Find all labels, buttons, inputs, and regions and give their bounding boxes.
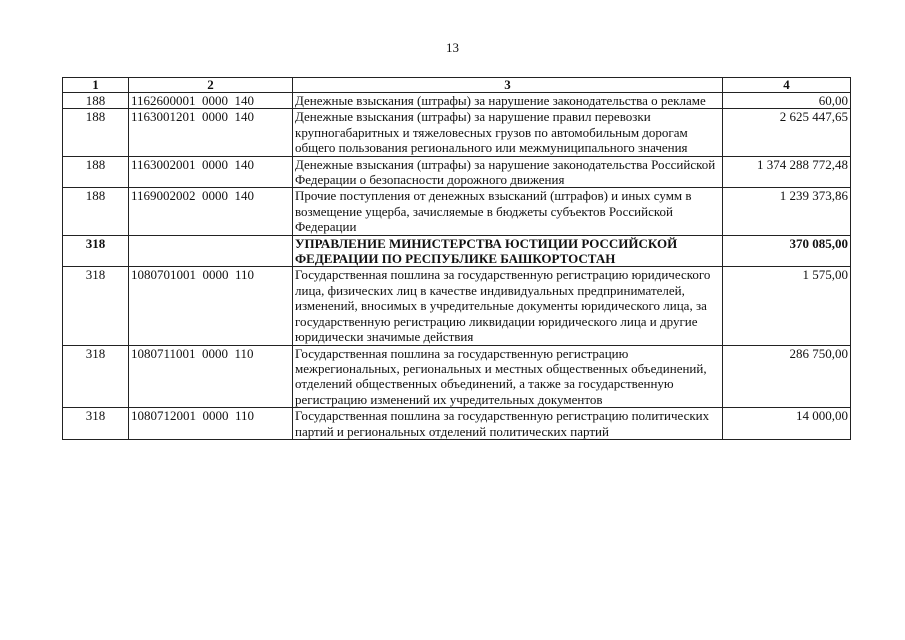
column-header: 2 [129,78,293,93]
table-row [63,109,851,156]
budget-code-cell: 1080712001 0000 110 [129,408,293,440]
table-row [63,156,851,188]
column-header: 1 [63,78,129,93]
revenue-name-cell: Прочие поступления от денежных взысканий (штрафов) и иных сумм в возмещение ущерба, зачисляемые в бюджеты субъектов Российской Федерации [293,188,723,235]
table-row [63,267,851,345]
section-title-cell: УПРАВЛЕНИЕ МИНИСТЕРСТВА ЮСТИЦИИ РОССИЙСКОЙ ФЕДЕРАЦИИ ПО РЕСПУБЛИКЕ БАШКОРТОСТАН [293,235,723,267]
table-row [63,93,851,109]
amount-cell: 1 374 288 772,48 [723,156,851,188]
budget-code-cell: 1080701001 0000 110 [129,267,293,345]
admin-code-cell: 188 [63,188,129,235]
admin-code-cell: 188 [63,93,129,109]
budget-code-cell: 1163002001 0000 140 [129,156,293,188]
table-row [63,188,851,235]
admin-code-cell: 318 [63,408,129,440]
table-header-row [63,78,851,93]
revenue-name-cell: Денежные взыскания (штрафы) за нарушение правил перевозки крупногабаритных и тяжеловесных грузов по автомобильным дорогам общего пользования регионального или межмуниципального значения [293,109,723,156]
revenue-name-cell: Государственная пошлина за государственную регистрацию юридического лица, физических лиц в качестве индивидуальных предпринимателей, изменений, вносимых в учредительные документы юридического лица, за государственную регистрацию ликвидации юридического лица и другие юридически значимые действия [293,267,723,345]
revenue-name-cell: Государственная пошлина за государственную регистрацию политических партий и региональных отделений политических партий [293,408,723,440]
admin-code-cell: 188 [63,156,129,188]
section-header-row [63,235,851,267]
amount-cell: 286 750,00 [723,345,851,408]
amount-cell: 60,00 [723,93,851,109]
budget-code-cell: 1080711001 0000 110 [129,345,293,408]
amount-cell: 14 000,00 [723,408,851,440]
revenue-name-cell: Государственная пошлина за государственную регистрацию межрегиональных, региональных и местных общественных объединений, отделений общественных объединений, а также за государственную регистрацию изменений их учредительных документов [293,345,723,408]
budget-code-cell: 1169002002 0000 140 [129,188,293,235]
admin-code-cell: 318 [63,267,129,345]
table-row [63,345,851,408]
admin-code-cell: 318 [63,345,129,408]
page-number: 13 [446,40,459,55]
amount-cell: 2 625 447,65 [723,109,851,156]
revenue-table [62,77,851,440]
revenue-name-cell: Денежные взыскания (штрафы) за нарушение законодательства Российской Федерации о безопасности дорожного движения [293,156,723,188]
amount-cell: 1 239 373,86 [723,188,851,235]
budget-code-cell [129,235,293,267]
column-header: 4 [723,78,851,93]
admin-code-cell: 188 [63,109,129,156]
revenue-name-cell: Денежные взыскания (штрафы) за нарушение законодательства о рекламе [293,93,723,109]
budget-code-cell: 1162600001 0000 140 [129,93,293,109]
admin-code-cell: 318 [63,235,129,267]
budget-code-cell: 1163001201 0000 140 [129,109,293,156]
table-row [63,408,851,440]
section-total-cell: 370 085,00 [723,235,851,267]
amount-cell: 1 575,00 [723,267,851,345]
column-header: 3 [293,78,723,93]
